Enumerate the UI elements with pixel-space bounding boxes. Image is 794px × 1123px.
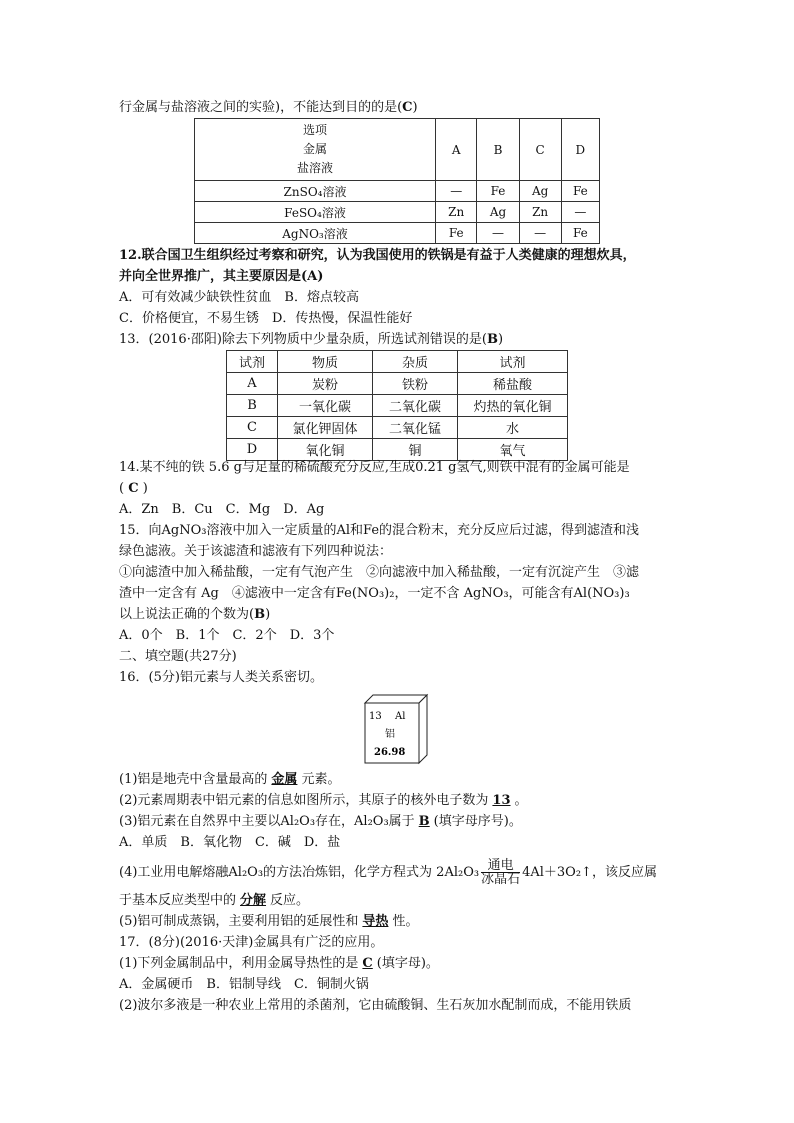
cell: B (227, 395, 278, 417)
q16-p1-text: (1)铝是地壳中含量最高的 (119, 772, 268, 787)
header-line-salt: 盐溶液 (296, 161, 333, 175)
cell: — (519, 223, 561, 244)
table-impurity (226, 350, 568, 461)
q16-p1 (119, 770, 340, 790)
table-row (227, 373, 568, 395)
q15-line1: 15．向AgNO₃溶液中加入一定质量的Al和Fe的混合粉末，充分反应后过滤，得到滤渣和浅 (119, 523, 640, 538)
q17-p2: (2)波尔多液是一种农业上常用的杀菌剂，它由硫酸铜、生石灰加水配制而成，不能用铁质 (119, 998, 632, 1013)
condition-cryolite: 冰晶石 (481, 872, 521, 887)
q16-p5-answer: 导热 (362, 914, 389, 929)
q12-answer: A (307, 269, 318, 284)
section-title-fill-in: 二、填空题(共27分) (119, 649, 237, 664)
q12-line2: 并向全世界推广，其主要原因是(A) (119, 269, 324, 284)
q17-p1-options: A．金属硬币 B．铝制导线 C．铜制火锅 (119, 977, 369, 992)
table2-header: 试剂 (458, 351, 568, 373)
table1-col-c: C (519, 119, 561, 181)
atomic-number: 13 (369, 711, 382, 722)
cell: 氯化钾固体 (278, 417, 373, 439)
aluminum-element-card (363, 693, 429, 765)
card-side-face (419, 695, 427, 763)
table-metal-salt (194, 118, 600, 244)
cell: D (227, 439, 278, 461)
cell: — (477, 223, 519, 244)
q16-p5-end: 性。 (392, 914, 419, 929)
cell: 氧化铜 (278, 439, 373, 461)
cell: 二氧化锰 (373, 417, 458, 439)
q11-tail: 行金属与盐溶液之间的实验)，不能达到目的的是(C) (119, 100, 418, 115)
q11-answer: C (402, 100, 413, 115)
cell: 稀盐酸 (458, 373, 568, 395)
q15-text: 以上说法正确的个数为( (119, 607, 255, 622)
q12-options-1: A．可有效减少缺铁性贫血 B．熔点较高 (119, 290, 359, 305)
q16-p3-options: A．单质 B．氧化物 C．碱 D．盐 (119, 835, 341, 850)
q15-line4: 渣中一定含有 Ag ④滤液中一定含有Fe(NO₃)₂，一定不含 AgNO₃，可能含有Al(NO₃)₃ (119, 586, 630, 601)
table-row (227, 395, 568, 417)
q17-line1: 17．(8分)(2016·天津)金属具有广泛的应用。 (119, 935, 384, 950)
cell: 铁粉 (373, 373, 458, 395)
q15-options: A．0个 B．1个 C．2个 D．3个 (119, 628, 335, 643)
q16-p3-text: (3)铝元素在自然界中主要以Al₂O₃存在，Al₂O₃属于 (119, 814, 415, 829)
element-name: 铝 (385, 729, 395, 740)
q17-p1-text: (1)下列金属制品中，利用金属导热性的是 (119, 956, 359, 971)
q15-answer: B (254, 607, 266, 622)
q14-answer: C (128, 481, 139, 496)
q11-text: 行金属与盐溶液之间的实验)，不能达到目的的是( (119, 100, 403, 115)
q16-p4-answer: 分解 (240, 893, 267, 908)
cell: 水 (458, 417, 568, 439)
q16-line1: 16．(5分)铝元素与人类关系密切。 (119, 670, 323, 685)
q13-line1: 13．(2016·邵阳)除去下列物质中少量杂质，所选试剂错误的是(B) (119, 332, 504, 347)
cell: A (227, 373, 278, 395)
reaction-condition (481, 859, 520, 886)
table2-header: 杂质 (373, 351, 458, 373)
cell: — (436, 181, 477, 202)
cell: Zn (436, 202, 477, 223)
q16-p1-answer: 金属 (271, 772, 298, 787)
table-row (227, 417, 568, 439)
table1-col-a: A (436, 119, 477, 181)
header-line-metal: 金属 (302, 142, 327, 156)
condition-electrolysis: 通电 (481, 859, 520, 873)
cell: 一氧化碳 (278, 395, 373, 417)
cell: 铜 (373, 439, 458, 461)
row-label: AgNO₃溶液 (195, 223, 436, 244)
q13-text: 13．(2016·邵阳)除去下列物质中少量杂质，所选试剂错误的是( (119, 332, 487, 347)
card-top-face (365, 695, 427, 703)
row-label: ZnSO₄溶液 (195, 181, 436, 202)
q16-p3 (119, 812, 522, 832)
q16-p4-text2: 于基本反应类型中的 (119, 893, 237, 908)
q16-p2-answer: 13 (492, 793, 511, 808)
row-label: FeSO₄溶液 (195, 202, 436, 223)
q16-p4-end: 反应。 (270, 893, 310, 908)
q16-p5-text: (5)铝可制成蒸锅，主要利用铝的延展性和 (119, 914, 359, 929)
q15-line5: 以上说法正确的个数为(B) (119, 607, 271, 622)
q12-text: 并向全世界推广，其主要原因是( (119, 269, 308, 284)
cell: Ag (519, 181, 561, 202)
q17-p1 (119, 954, 439, 974)
q16-p2-text: (2)元素周期表中铝元素的信息如图所示，其原子的核外电子数为 (119, 793, 489, 808)
q16-p4 (119, 858, 657, 888)
q12-line1: 12.联合国卫生组织经过考察和研究，认为我国使用的铁锅是有益于人类健康的理想炊具， (119, 248, 636, 263)
q14-options: A．Zn B．Cu C．Mg D．Ag (119, 502, 325, 517)
table2-header: 试剂 (227, 351, 278, 373)
header-line-option: 选项 (302, 123, 327, 137)
atomic-mass: 26.98 (374, 747, 406, 758)
cell: Ag (477, 202, 519, 223)
q16-p4-text: (4)工业用电解熔融Al₂O₃的方法冶炼铝，化学方程式为 2Al₂O₃ (119, 865, 480, 880)
q17-p1-answer: C (362, 956, 373, 971)
table-row (195, 181, 600, 202)
q15-line3: ①向滤渣中加入稀盐酸，一定有气泡产生 ②向滤液中加入稀盐酸，一定有沉淀产生 ③滤 (119, 565, 640, 580)
q13-answer: B (486, 332, 498, 347)
table2-header: 物质 (278, 351, 373, 373)
table1-col-b: B (477, 119, 519, 181)
q16-p2-end: 。 (514, 793, 528, 808)
q16-p1-end: 元素。 (301, 772, 341, 787)
table-row (195, 202, 600, 223)
cell: — (561, 202, 599, 223)
cell: Fe (477, 181, 519, 202)
q12-options-2: C．价格便宜，不易生锈 D．传热慢，保温性能好 (119, 311, 413, 326)
q14-answer-line: ( C ) (119, 481, 148, 496)
q16-p2 (119, 791, 528, 811)
q17-p1-end: (填字母)。 (376, 956, 439, 971)
table1-header-cell (195, 119, 436, 181)
q16-p5 (119, 912, 418, 932)
cell: 氧气 (458, 439, 568, 461)
cell: 二氧化碳 (373, 395, 458, 417)
cell: Fe (436, 223, 477, 244)
cell: 炭粉 (278, 373, 373, 395)
q16-p4-products: 4Al＋3O₂↑，该反应属 (522, 865, 657, 880)
q16-p3-end: (填字母序号)。 (433, 814, 522, 829)
q16-p3-answer: B (418, 814, 430, 829)
q15-line2: 绿色滤液。关于该滤渣和滤液有下列四种说法： (119, 544, 393, 559)
q14-line1: 14.某不纯的铁 5.6 g与足量的稀硫酸充分反应,生成0.21 g氢气,则铁中混有的金属可能是 (119, 460, 630, 475)
cell: Fe (561, 223, 599, 244)
table1-col-d: D (561, 119, 599, 181)
cell: Zn (519, 202, 561, 223)
cell: C (227, 417, 278, 439)
table-row (195, 223, 600, 244)
cell: 灼热的氧化铜 (458, 395, 568, 417)
element-symbol: Al (395, 711, 406, 722)
cell: Fe (561, 181, 599, 202)
q16-p4-line2 (119, 891, 309, 911)
